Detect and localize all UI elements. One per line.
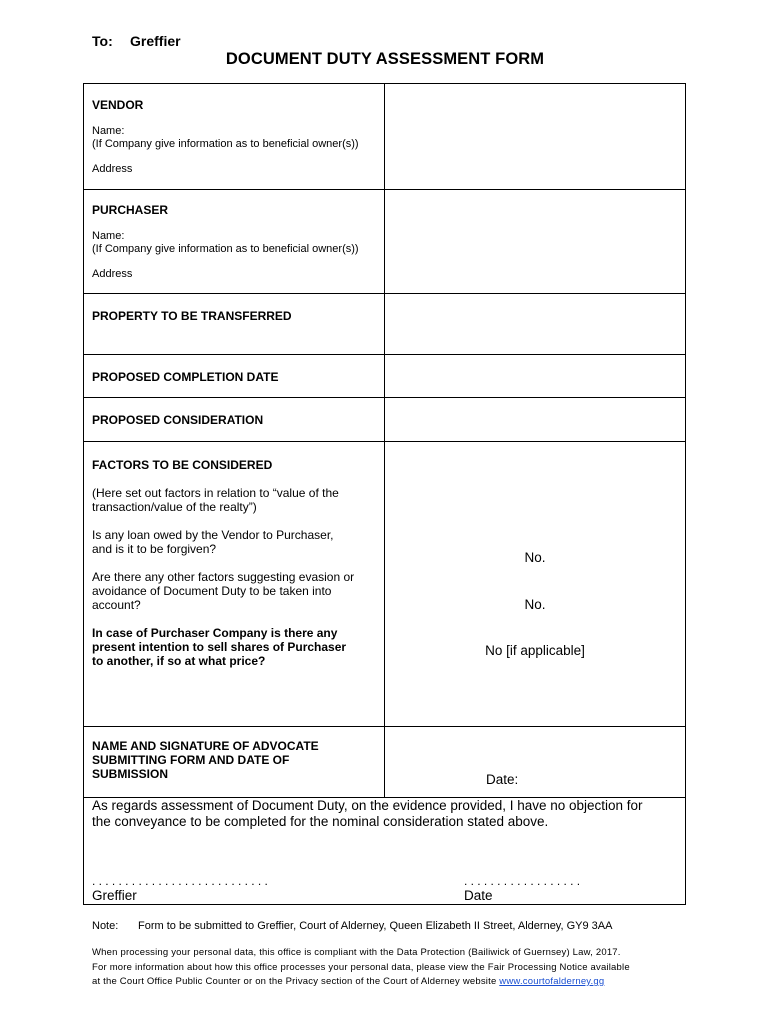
vendor-row [84,84,685,190]
completion-date-value-cell[interactable] [385,355,685,397]
privacy-line3 [92,975,692,990]
advocate-heading-line1: NAME AND SIGNATURE OF ADVOCATE [92,739,319,753]
loan-question-line2: and is it to be forgiven? [92,542,217,556]
factors-label-cell [84,442,385,726]
property-value-cell[interactable] [385,294,685,354]
vendor-name-note: (If Company give information as to beneficial owner(s)) [92,138,359,150]
submission-note [92,920,612,932]
consideration-row [84,398,685,442]
property-row [84,294,685,355]
advocate-row [84,727,685,798]
completion-date-label-cell [84,355,385,397]
advocate-heading-line2: SUBMITTING FORM AND DATE OF [92,753,290,767]
factors-note-line1: (Here set out factors in relation to “value of the [92,486,339,500]
factors-row [84,442,685,727]
shares-question-line3: to another, if so at what price? [92,654,266,668]
court-website-link[interactable]: www.courtofalderney.gg [499,976,605,987]
property-heading: PROPERTY TO BE TRANSFERRED [92,309,292,323]
factors-value-cell[interactable] [385,442,685,726]
shares-question-line2: present intention to sell shares of Purchaser [92,640,347,654]
privacy-notice [92,946,692,990]
evasion-question-line1: Are there any other factors suggesting evasion or [92,570,355,584]
purchaser-label-cell [84,190,385,293]
privacy-line3-text: at the Court Office Public Counter or on the Privacy section of the Court of Alderney website [92,976,500,987]
completion-date-row [84,355,685,398]
note-text: Form to be submitted to Greffier, Court of Alderney, Queen Elizabeth II Street, Alderney, GY9 3AA [138,920,613,932]
purchaser-heading: PURCHASER [92,203,169,217]
shares-answer: No [if applicable] [485,643,585,658]
advocate-heading-line3: SUBMISSION [92,767,169,781]
assessment-statement-line2: the conveyance to be completed for the nominal consideration stated above. [92,814,549,829]
privacy-line1: When processing your personal data, this office is compliant with the Data Protection (Bailiwick of Guernsey) Law, 2017. [92,947,621,958]
consideration-heading: PROPOSED CONSIDERATION [92,413,264,427]
loan-answer: No. [524,550,546,565]
vendor-label-cell [84,84,385,189]
vendor-name-label: Name: [92,125,125,137]
advocate-label-cell [84,727,385,797]
evasion-question-line2: avoidance of Document Duty to be taken into [92,584,332,598]
factors-note-line2: transaction/value of the realty”) [92,500,257,514]
assessment-form [83,83,686,905]
purchaser-name-note: (If Company give information as to beneficial owner(s)) [92,243,359,255]
assessment-statement [92,798,675,830]
shares-question-line1: In case of Purchaser Company is there any [92,626,338,640]
greffier-label: Greffier [92,888,137,903]
to-label: To: [92,33,113,49]
greffier-signature-line[interactable]: ........................... [92,874,272,888]
vendor-heading: VENDOR [92,98,144,112]
greffier-date-label: Date [464,888,493,903]
consideration-value-cell[interactable] [385,398,685,441]
advocate-date-label: Date: [486,772,519,787]
greffier-date-line[interactable]: .................. [464,874,584,888]
advocate-signature-cell[interactable] [385,727,685,797]
greffier-assessment-section [84,798,685,904]
purchaser-name-label: Name: [92,230,125,242]
completion-date-heading: PROPOSED COMPLETION DATE [92,370,279,384]
vendor-address-label: Address [92,163,133,175]
purchaser-value-cell[interactable] [385,190,685,293]
evasion-answer: No. [524,597,546,612]
note-label: Note: [92,920,119,932]
loan-question-line1: Is any loan owed by the Vendor to Purchaser, [92,528,334,542]
factors-heading: FACTORS TO BE CONSIDERED [92,458,273,472]
property-label-cell [84,294,385,354]
privacy-line2: For more information about how this office processes your personal data, please view the Fair Processing Notice available [92,961,630,973]
addressee-line [92,33,181,49]
consideration-label-cell [84,398,385,441]
page-title: DOCUMENT DUTY ASSESSMENT FORM [225,50,545,68]
evasion-question-line3: account? [92,598,141,612]
vendor-value-cell[interactable] [385,84,685,189]
assessment-statement-line1: As regards assessment of Document Duty, on the evidence provided, I have no objection for [92,798,643,813]
purchaser-row [84,190,685,294]
to-value: Greffier [130,33,181,49]
purchaser-address-label: Address [92,268,133,280]
